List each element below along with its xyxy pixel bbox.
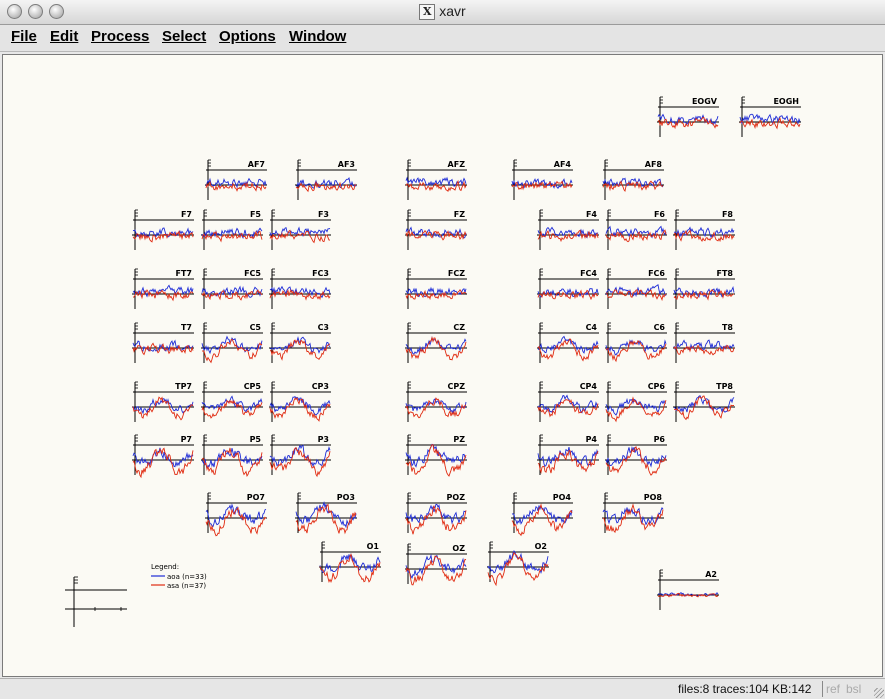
x11-logo-icon: X [419,4,435,20]
trace-asa [296,505,356,534]
trace-asa [603,505,663,532]
channel-label: AF3 [337,160,355,169]
channel-panel-af7[interactable] [205,160,267,200]
trace-asa [606,341,666,361]
channel-panel-cp6[interactable] [605,382,667,422]
channel-label: PZ [453,435,465,444]
channel-panel-p4[interactable] [537,435,599,475]
channel-panel-c3[interactable] [269,323,331,363]
channel-panel-afz[interactable] [405,160,467,200]
status-text: files:8 traces:104 KB:142 [678,682,812,696]
channel-panel-af3[interactable] [295,160,357,200]
trace-aoa [202,396,262,411]
channel-panel-ft7[interactable] [132,269,194,309]
channel-label: PO4 [552,493,571,502]
channel-label: TP7 [175,382,192,391]
channel-label: T8 [721,323,733,332]
channel-panel-ft8[interactable] [673,269,735,309]
trace-asa [202,401,262,418]
trace-asa [270,398,330,421]
trace-asa [133,448,193,477]
ref-button[interactable]: ref [826,682,841,696]
channel-label: POZ [446,493,465,502]
channel-label: C3 [317,323,329,332]
channel-panel-c6[interactable] [605,323,667,363]
channel-panel-p3[interactable] [269,435,331,476]
trace-aoa [406,556,466,578]
channel-label: FC4 [580,269,597,278]
channel-label: CP6 [647,382,665,391]
trace-asa [406,338,466,360]
channel-label: C6 [653,323,665,332]
channel-label: OZ [452,544,465,553]
channel-panel-fc6[interactable] [605,269,667,309]
channel-label: CP3 [311,382,329,391]
trace-asa [206,508,266,536]
channel-label: PO3 [336,493,355,502]
channel-label: FC5 [244,269,261,278]
plot-canvas[interactable] [2,54,883,677]
channel-panel-fcz[interactable] [405,269,467,309]
channel-label: F3 [317,210,329,219]
channel-panel-cp3[interactable] [269,382,331,422]
channel-panel-c4[interactable] [537,323,599,363]
channel-label: AF4 [553,160,571,169]
channel-panel-o2[interactable] [487,542,549,585]
trace-asa [674,396,734,419]
channel-panel-fc4[interactable] [537,269,599,309]
trace-aoa [202,228,262,238]
trace-aoa [270,445,330,466]
menu-window[interactable]: Window [289,28,347,45]
channel-label: TP8 [716,382,733,391]
channel-panel-cp4[interactable] [537,382,599,422]
legend-label-asa: asa (n=37) [167,582,207,590]
channel-panel-f7[interactable] [132,210,194,250]
legend [151,563,207,590]
legend-label-aoa: aoa (n=33) [167,573,207,581]
channel-label: PO8 [643,493,662,502]
trace-aoa [296,503,356,527]
channel-label: CP5 [243,382,261,391]
channel-label: CP4 [579,382,597,391]
channel-panel-f6[interactable] [605,210,667,250]
bsl-button[interactable]: bsl [846,682,862,696]
channel-panel-tp7[interactable] [132,382,194,422]
channel-label: C5 [249,323,261,332]
menu-process[interactable]: Process [91,28,150,45]
channel-label: P5 [249,435,261,444]
channel-label: F8 [721,210,733,219]
channel-panel-af4[interactable] [511,160,573,200]
channel-panel-eogv[interactable] [657,97,719,137]
channel-label: F6 [653,210,665,219]
channel-panel-fc3[interactable] [269,269,331,309]
channel-label: P3 [317,435,329,444]
channel-label: PO7 [246,493,265,502]
channel-panel-p5[interactable] [201,435,263,476]
channel-panel-cz[interactable] [405,323,467,363]
channel-panel-fc5[interactable] [201,269,263,309]
channel-panel-o1[interactable] [319,542,381,582]
channel-label: F7 [180,210,192,219]
channel-panel-t8[interactable] [673,323,735,363]
channel-label: FCZ [447,269,465,278]
channel-label: AFZ [447,160,465,169]
channel-panel-pz[interactable] [405,435,467,476]
channel-label: P4 [585,435,597,444]
waveform-plot[interactable] [3,55,882,676]
channel-panel-p7[interactable] [132,435,194,477]
trace-aoa [488,551,548,573]
channel-label: AF7 [247,160,265,169]
channel-label: CZ [453,323,465,332]
channel-label: FC6 [648,269,665,278]
trace-aoa [406,288,466,297]
trace-aoa [270,397,330,415]
channel-panel-fz[interactable] [405,210,467,250]
menu-bar [0,25,885,52]
channel-label: EOGV [691,97,717,106]
trace-asa [740,118,800,128]
trace-aoa [606,447,666,466]
window-title: xavr [439,3,466,19]
trace-aoa [603,508,663,525]
channel-panel-cp5[interactable] [201,382,263,422]
channel-panel-po3[interactable] [295,493,357,533]
channel-label: F5 [249,210,261,219]
channel-label: A2 [705,570,717,579]
menu-edit[interactable]: Edit [50,28,79,45]
channel-panel-tp8[interactable] [673,382,735,422]
trace-asa [538,400,598,417]
channel-panel-po8[interactable] [602,493,664,533]
trace-aoa [406,399,466,413]
channel-panel-cpz[interactable] [405,382,467,422]
menu-options[interactable]: Options [219,28,276,45]
channel-panel-f5[interactable] [201,210,263,250]
channel-panel-po4[interactable] [511,493,573,535]
channel-label: CPZ [447,382,465,391]
channel-label: FC3 [312,269,329,278]
scale-reference [65,577,127,627]
channel-label: C4 [585,323,597,332]
trace-asa [133,232,193,242]
trace-asa [406,506,466,534]
trace-aoa [538,337,598,353]
trace-aoa [674,340,734,350]
trace-aoa [606,227,666,238]
channel-panel-f3[interactable] [269,210,331,250]
channel-panel-t7[interactable] [132,323,194,363]
status-divider [822,681,823,697]
trace-asa [133,397,193,420]
channel-label: O1 [366,542,379,551]
channel-panel-c5[interactable] [201,323,263,363]
trace-aoa [206,505,266,527]
title-bar [0,0,885,25]
window-title-group [0,3,885,20]
trace-aoa [406,444,466,466]
channel-panel-f4[interactable] [537,210,599,250]
trace-asa [296,182,356,191]
channel-panel-oz[interactable] [405,544,467,585]
channel-panel-f8[interactable] [673,210,735,250]
status-bar [0,678,885,699]
channel-panel-p6[interactable] [605,435,667,475]
channel-label: FZ [453,210,465,219]
channel-panel-af8[interactable] [602,160,664,200]
menu-file[interactable]: File [11,28,37,45]
legend-title: Legend: [151,563,180,571]
channel-label: O2 [534,542,547,551]
channel-label: FT8 [716,269,733,278]
channel-label: T7 [180,323,192,332]
channel-label: F4 [585,210,597,219]
menu-select[interactable]: Select [162,28,207,45]
channel-panel-poz[interactable] [405,493,467,534]
channel-label: AF8 [644,160,662,169]
channel-label: FT7 [175,269,192,278]
channel-label: P6 [653,435,665,444]
channel-panel-po7[interactable] [205,493,267,536]
resize-grip[interactable] [874,688,884,698]
channel-panel-eogh[interactable] [739,97,801,137]
trace-aoa [674,396,734,413]
channel-panel-a2[interactable] [657,570,719,610]
channel-label: EOGH [773,97,799,106]
channel-label: P7 [180,435,192,444]
trace-asa [406,181,466,191]
